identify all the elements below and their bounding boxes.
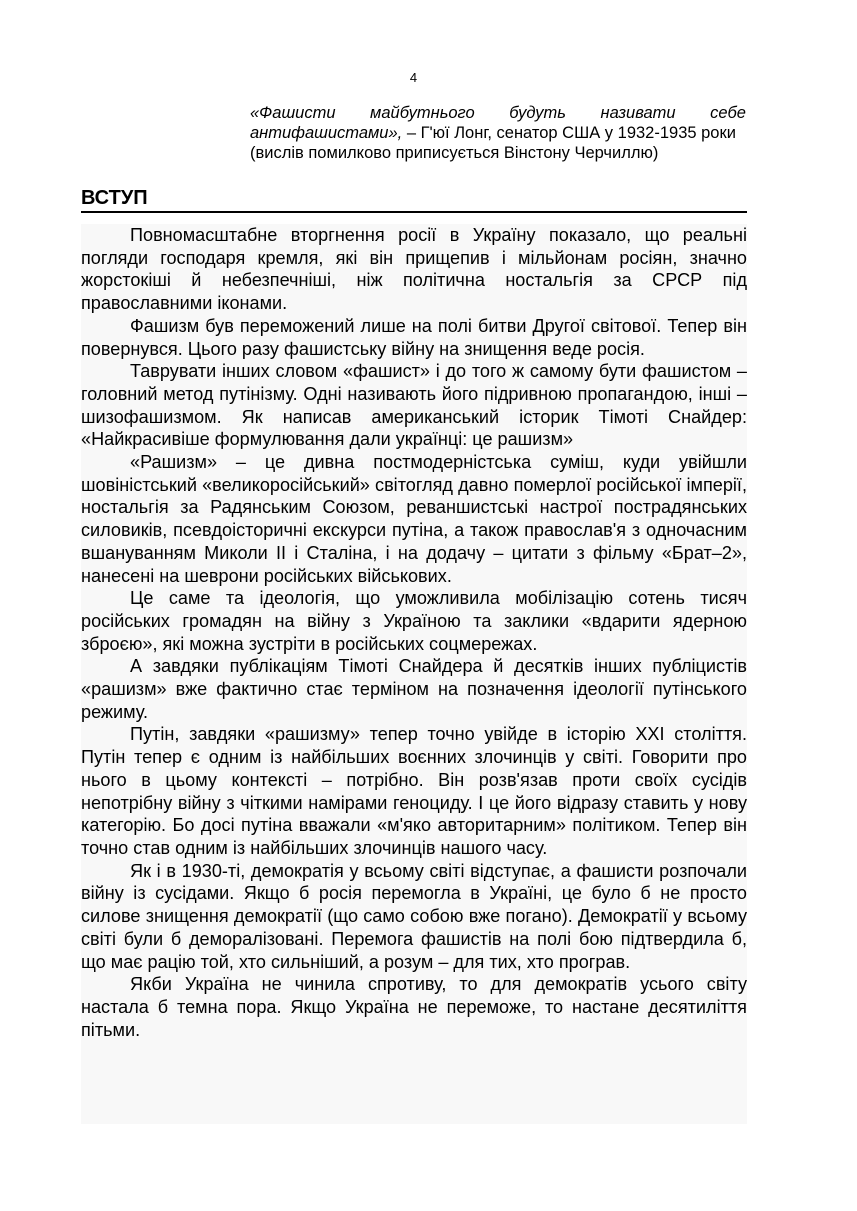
section-heading: ВСТУП	[81, 186, 747, 213]
paragraph: А завдяки публікаціям Тімоті Снайдера й десятків інших публіцистів «рашизм» вже фактично стає терміном на позначення ідеології путінського режиму.	[81, 656, 747, 722]
paragraph: Фашизм був переможений лише на полі битви Другої світової. Тепер він повернувся. Цього разу фашистську війну на знищення веде росія.	[81, 315, 747, 359]
paragraph: Путін, завдяки «рашизму» тепер точно увійде в історію XXI століття. Путін тепер є одним із найбільших воєнних злочинців у світі. Говорити про нього в цьому контексті – потрібно. Він розв'язав проти своїх сусідів непотрібну війну з чіткими намірами геноциду. І це його відразу ставить у нову категорію. Бо досі путіна вважали «м'яко авторитарним» політиком. Тепер він точно став одним із найбільших злочинців нашого часу.	[81, 724, 747, 858]
epigraph-quote: «Фашисти майбутнього будуть називати себе антифашистами»,	[250, 104, 746, 142]
paragraph: Повномасштабне вторгнення росії в Україну показало, що реальні погляди господаря кремля, які він прищепив і мільйонам росіян, значно жорстокіші й небезпечніші, ніж політична ностальгія за СРСР під православними іконами.	[81, 225, 747, 314]
epigraph	[250, 103, 746, 163]
paragraph: Якби Україна не чинила спротиву, то для демократів усього світу настала б темна пора. Якщо Україна не переможе, то настане десятиліття пітьми.	[81, 974, 747, 1040]
epigraph-note: (вислів помилково приписується Вінстону Черчиллю)	[250, 144, 659, 162]
paragraph: Це саме та ідеологія, що уможливила мобілізацію сотень тисяч російських громадян на війну з Україною та заклики «вдарити ядерною зброєю», які можна зустріти в російських соцмережах.	[81, 588, 747, 654]
paragraph: «Рашизм» – це дивна постмодерністська суміш, куди увійшли шовіністський «великоросійський» світогляд давно померлої російської імперії, ностальгія за Радянським Союзом, реваншистські настрої пострадянських силовиків, псевдоісторичні екскурси путіна, а також православ'я з одночасним вшануванням Миколи ІІ і Сталіна, і на додачу – цитати з фільму «Брат–2», нанесені на шеврони російських військових.	[81, 452, 747, 586]
paragraph: Як і в 1930-ті, демократія у всьому світі відступає, а фашисти розпочали війну із сусідами. Якщо б росія перемогла в Україні, це було б не просто силове знищення демократії (що само собою вже погано). Демократії у всьому світі були б деморалізовані. Перемога фашистів на полі бою підтвердила б, що має рацію той, хто сильніший, а розум – для тих, хто програв.	[81, 860, 747, 972]
paragraph: Таврувати інших словом «фашист» і до того ж самому бути фашистом – головний метод путінізму. Одні називають його підривною пропагандою, інші – шизофашизмом. Як написав американський історик Тімоті Снайдер: «Найкрасивіше формулювання дали українці: це рашизм»	[81, 361, 747, 450]
body-text	[81, 224, 747, 1124]
page-number: 4	[409, 70, 418, 85]
epigraph-attribution: – Г'юї Лонг, сенатор США у 1932-1935 роки	[402, 124, 736, 142]
